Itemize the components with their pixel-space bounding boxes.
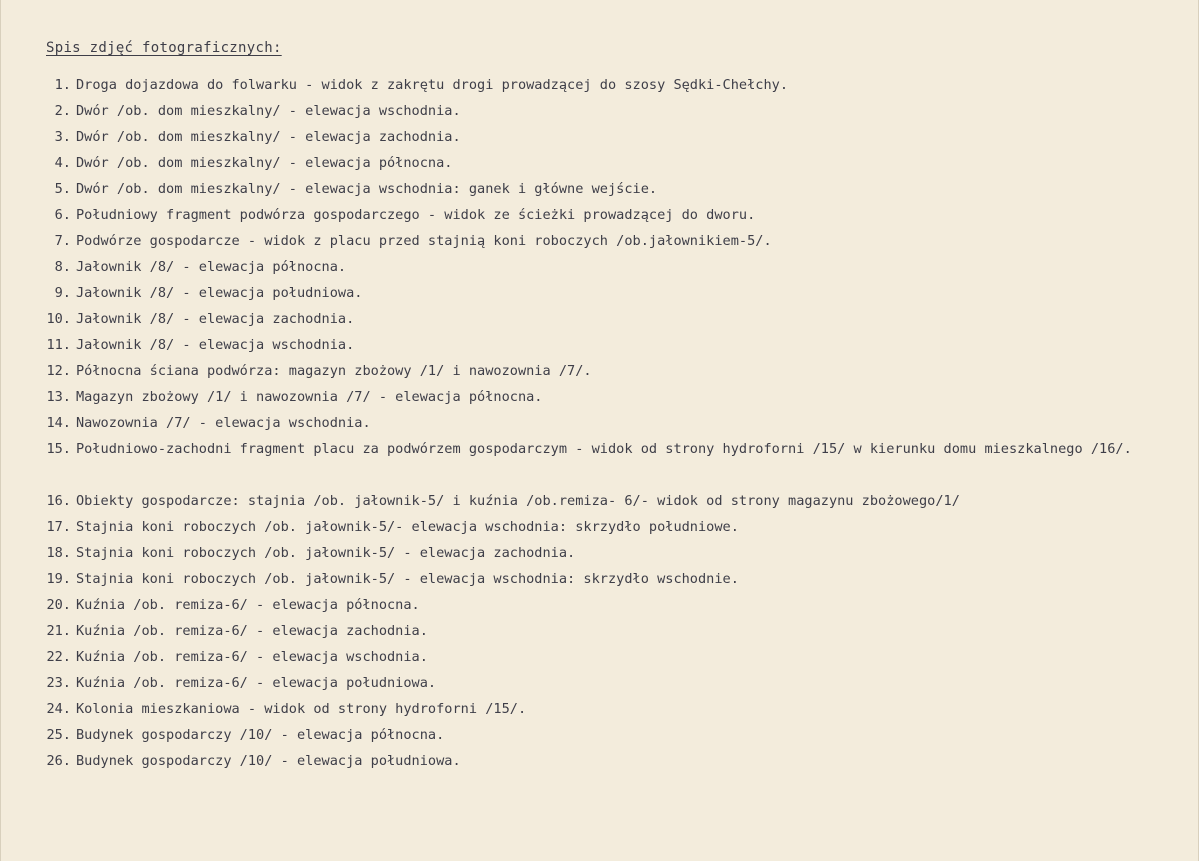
item-number: 17.: [46, 519, 71, 535]
list-item: [31, 176, 1196, 202]
list-item: [31, 670, 1196, 696]
item-number: 24.: [46, 701, 71, 717]
item-text: Budynek gospodarczy /10/ - elewacja północna.: [76, 727, 445, 743]
list-item: [31, 436, 1196, 488]
item-number: 5.: [54, 181, 71, 197]
list-item: [31, 384, 1196, 410]
item-text: Jałownik /8/ - elewacja wschodnia.: [76, 337, 355, 353]
list-item: [31, 72, 1196, 98]
item-text: Jałownik /8/ - elewacja zachodnia.: [76, 311, 355, 327]
item-number: 15.: [46, 441, 71, 457]
item-number: 3.: [54, 129, 71, 145]
item-text: Kuźnia /ob. remiza-6/ - elewacja północna.: [76, 597, 420, 613]
list-item: [31, 98, 1196, 124]
list-item: [31, 696, 1196, 722]
list-item: [31, 722, 1196, 748]
item-number: 14.: [46, 415, 71, 431]
item-text: Budynek gospodarczy /10/ - elewacja południowa.: [76, 753, 461, 769]
item-number: 19.: [46, 571, 71, 587]
item-text: Stajnia koni roboczych /ob. jałownik-5/ - elewacja wschodnia: skrzydło wschodnie.: [76, 571, 739, 587]
item-text: Południowy fragment podwórza gospodarczego - widok ze ścieżki prowadzącej do dworu.: [76, 207, 756, 223]
list-item: [31, 124, 1196, 150]
list-item: [31, 566, 1196, 592]
document-heading: Spis zdjęć fotograficznych:: [46, 40, 282, 56]
item-text: Droga dojazdowa do folwarku - widok z zakrętu drogi prowadzącej do szosy Sędki-Chełchy.: [76, 77, 789, 93]
item-text: Kuźnia /ob. remiza-6/ - elewacja południowa.: [76, 675, 437, 691]
item-text: Stajnia koni roboczych /ob. jałownik-5/- elewacja wschodnia: skrzydło południowe.: [76, 519, 739, 535]
list-item: [31, 748, 1196, 774]
item-number: 11.: [46, 337, 71, 353]
item-text: Kuźnia /ob. remiza-6/ - elewacja wschodnia.: [76, 649, 428, 665]
item-number: 2.: [54, 103, 71, 119]
item-text: Dwór /ob. dom mieszkalny/ - elewacja wschodnia: ganek i główne wejście.: [76, 181, 658, 197]
list-item: [31, 488, 1196, 514]
item-text: Obiekty gospodarcze: stajnia /ob. jałownik-5/ i kuźnia /ob.remiza- 6/- widok od strony magazynu zbożowego/1/: [76, 493, 960, 509]
list-item: [31, 254, 1196, 280]
list-item: [31, 280, 1196, 306]
item-text: Dwór /ob. dom mieszkalny/ - elewacja północna.: [76, 155, 453, 171]
list-item: [31, 618, 1196, 644]
item-text: Dwór /ob. dom mieszkalny/ - elewacja wschodnia.: [76, 103, 461, 119]
item-text: Dwór /ob. dom mieszkalny/ - elewacja zachodnia.: [76, 129, 461, 145]
item-number: 6.: [54, 207, 71, 223]
item-text: Podwórze gospodarcze - widok z placu przed stajnią koni roboczych /ob.jałownikiem-5/.: [76, 233, 772, 249]
list-item: [31, 332, 1196, 358]
item-text: Południowo-zachodni fragment placu za podwórzem gospodarczym - widok od strony hydroforni /15/ w kierunku domu mieszkalnego /16/.: [76, 441, 1132, 457]
item-number: 1.: [54, 77, 71, 93]
item-text: Nawozownia /7/ - elewacja wschodnia.: [76, 415, 371, 431]
list-item: [31, 306, 1196, 332]
photo-list: [31, 72, 1196, 774]
item-number: 22.: [46, 649, 71, 665]
item-text: Jałownik /8/ - elewacja południowa.: [76, 285, 363, 301]
item-text: Jałownik /8/ - elewacja północna.: [76, 259, 347, 275]
item-number: 18.: [46, 545, 71, 561]
item-number: 20.: [46, 597, 71, 613]
item-number: 9.: [54, 285, 71, 301]
list-item: [31, 358, 1196, 384]
list-item: [31, 514, 1196, 540]
list-item: [31, 644, 1196, 670]
list-item: [31, 150, 1196, 176]
list-item: [31, 410, 1196, 436]
item-number: 7.: [54, 233, 71, 249]
item-text: Stajnia koni roboczych /ob. jałownik-5/ - elewacja zachodnia.: [76, 545, 576, 561]
item-text: Magazyn zbożowy /1/ i nawozownia /7/ - elewacja północna.: [76, 389, 543, 405]
item-number: 16.: [46, 493, 71, 509]
item-number: 25.: [46, 727, 71, 743]
item-number: 10.: [46, 311, 71, 327]
item-text: Kolonia mieszkaniowa - widok od strony hydroforni /15/.: [76, 701, 527, 717]
item-number: 21.: [46, 623, 71, 639]
item-number: 8.: [54, 259, 71, 275]
list-item: [31, 540, 1196, 566]
list-item: [31, 228, 1196, 254]
item-number: 12.: [46, 363, 71, 379]
item-number: 23.: [46, 675, 71, 691]
list-item: [31, 592, 1196, 618]
list-item: [31, 202, 1196, 228]
item-number: 26.: [46, 753, 71, 769]
item-number: 13.: [46, 389, 71, 405]
item-text: Kuźnia /ob. remiza-6/ - elewacja zachodnia.: [76, 623, 428, 639]
item-number: 4.: [54, 155, 71, 171]
item-text: Północna ściana podwórza: magazyn zbożowy /1/ i nawozownia /7/.: [76, 363, 592, 379]
